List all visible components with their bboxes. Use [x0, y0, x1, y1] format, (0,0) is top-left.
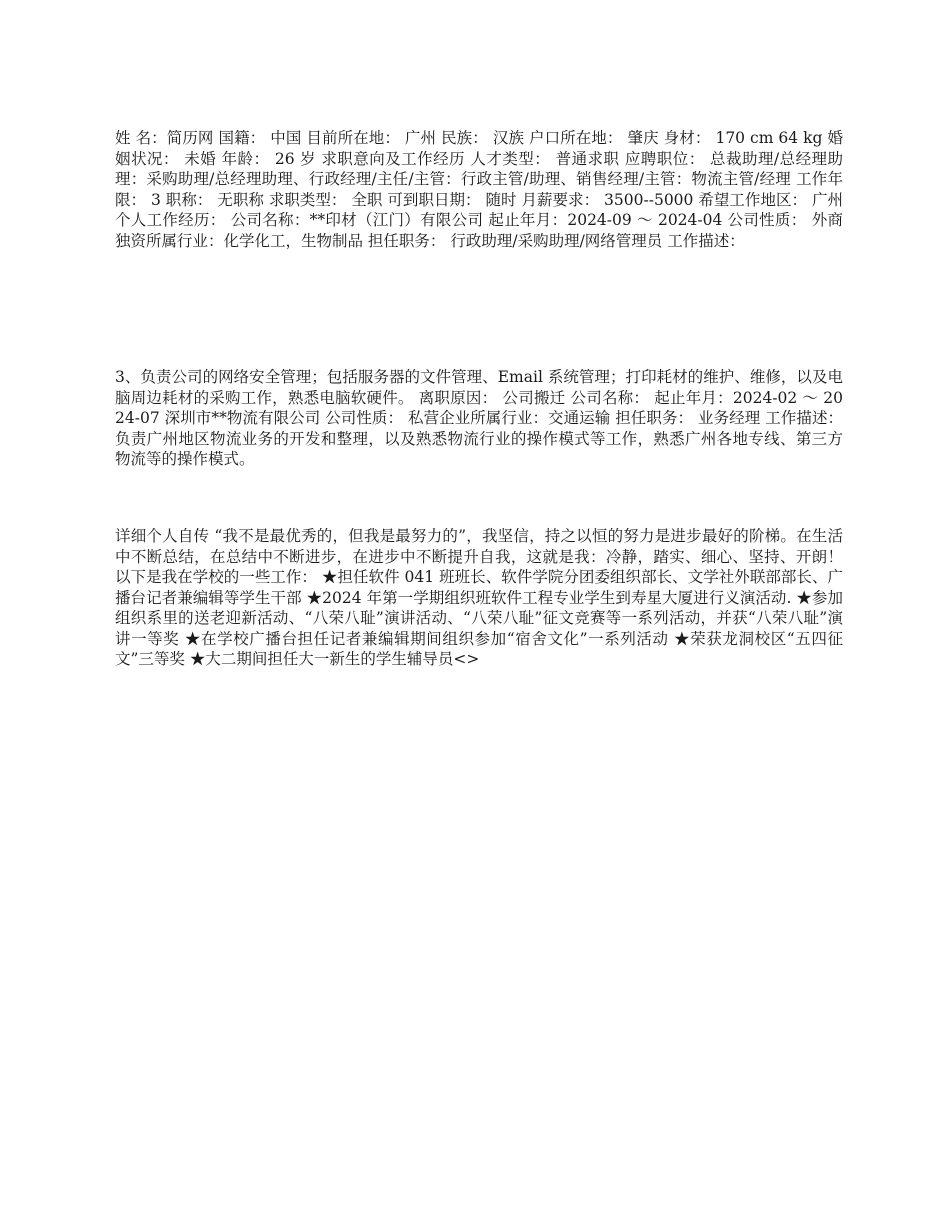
resume-paragraph-work-experience: 3、负责公司的网络安全管理；包括服务器的文件管理、Email 系统管理；打印耗材的维护、维修，以及电脑周边耗材的采购工作，熟悉电脑软硬件。 离职原因： 公司搬迁 公司名称： 起止年月：2024-02 ～ 2024-07 深圳市**物流有限公司 公司性质： 私营企业所属行业：交通运输 担任职务： 业务经理 工作描述： 负责广州地区物流业务的开发和整理，以及熟悉物流行业的操作模式等工作，熟悉广州各地专线、第三方物流等的操作模式。: [115, 368, 843, 468]
resume-paragraph-personal-info: 姓 名：简历网 国籍： 中国 目前所在地： 广州 民族： 汉族 户口所在地： 肇庆 身材： 170 cm 64 kg 婚姻状况： 未婚 年龄： 26 岁 求职意向及工作经历 人才类型： 普通求职 应聘职位： 总裁助理/总经理助理：采购助理/总经理助理、行政经理/主任/主管：行政主管/助理、销售经理/主管：物流主管/经理 工作年限： 3 职称： 无职称 求职类型： 全职 可到职日期： 随时 月薪要求： 3500--5000 希望工作地区： 广州 个人工作经历： 公司名称：**印材（江门）有限公司 起止年月：2024-09 ～ 2024-04 公司性质： 外商独资所属行业：化学化工，生物制品 担任职务： 行政助理/采购助理/网络管理员 工作描述：: [115, 129, 843, 250]
resume-paragraph-autobiography: 详细个人自传 “我不是最优秀的，但我是最努力的”，我坚信，持之以恒的努力是进步最好的阶梯。在生活中不断总结，在总结中不断进步，在进步中不断提升自我，这就是我：冷静，踏实、细心、坚持、开朗！ 以下是我在学校的一些工作： ★担任软件 041 班班长、软件学院分团委组织部长、文学社外联部部长、广播台记者兼编辑等学生干部 ★2024 年第一学期组织班软件工程专业学生到寿星大厦进行义演活动. ★参加组织系里的送老迎新活动、“八荣八耻”演讲活动、“八荣八耻”征文竞赛等一系列活动，并获“八荣八耻”演讲一等奖 ★在学校广播台担任记者兼编辑期间组织参加“宿舍文化”一系列活动 ★荣获龙洞校区“五四征文”三等奖 ★大二期间担任大一新生的学生辅导员<>: [115, 527, 843, 668]
